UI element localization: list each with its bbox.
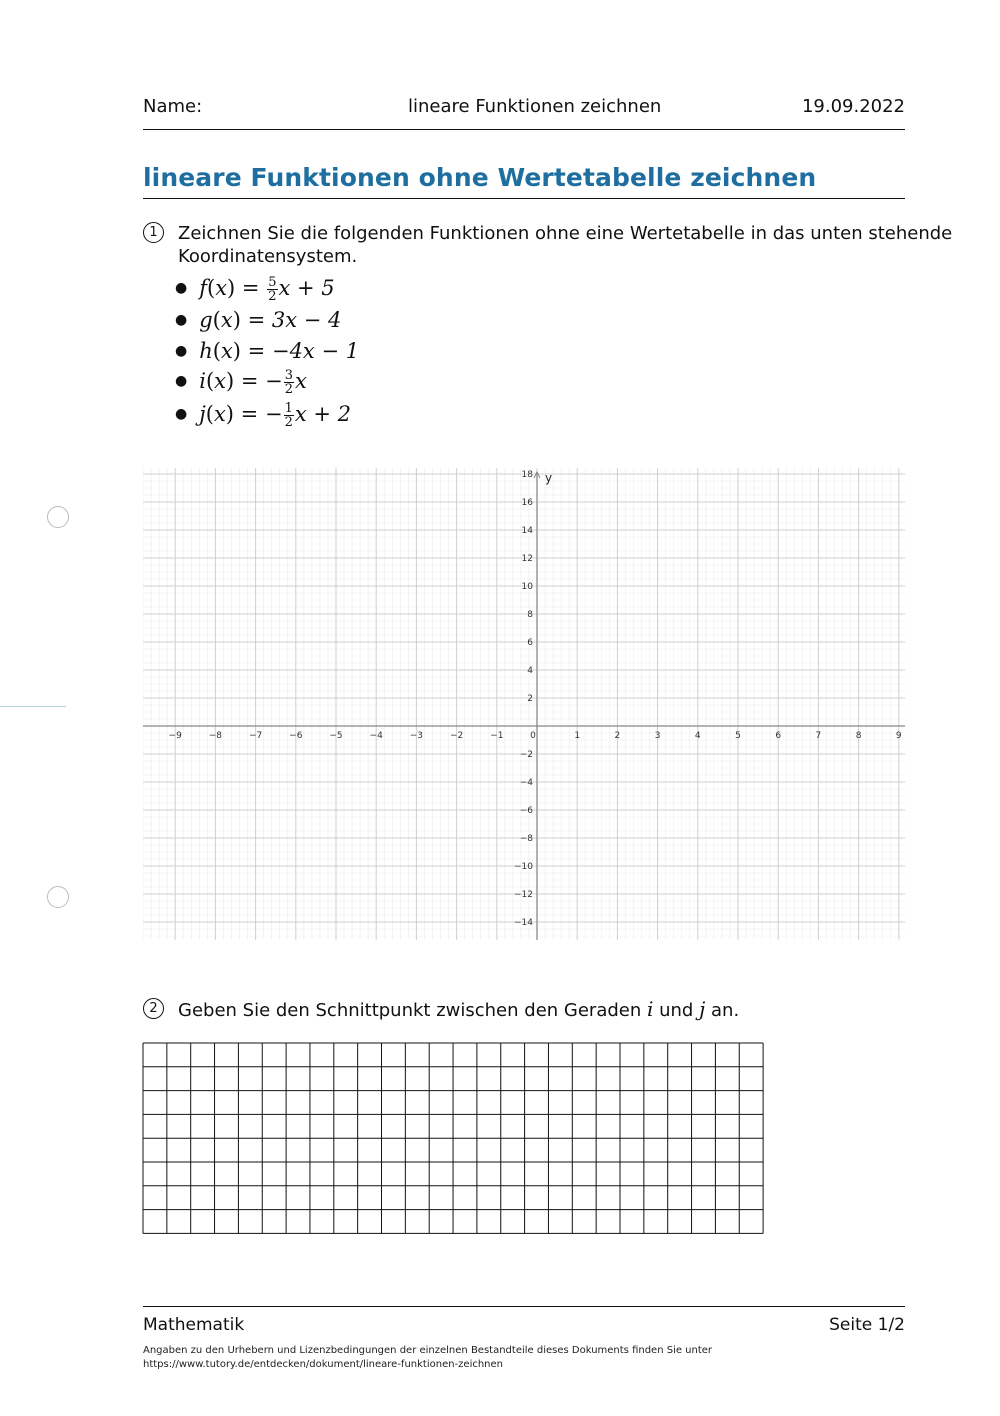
func-arg: x: [220, 308, 233, 332]
y-tick-label: −14: [514, 918, 533, 928]
bullet-icon: ●: [175, 343, 188, 359]
formula-body: −4x − 1: [271, 339, 360, 363]
denominator: 2: [284, 382, 294, 397]
func-arg: x: [213, 402, 226, 426]
func-name: j: [199, 402, 206, 426]
header-date: 19.09.2022: [801, 96, 905, 117]
punch-hole-icon: [47, 506, 69, 528]
y-tick-label: 2: [527, 694, 533, 704]
formula-tail: x + 2: [294, 402, 351, 426]
y-tick-label: −8: [519, 834, 533, 844]
task1-instruction: [178, 222, 952, 268]
equals-sign: =: [247, 339, 266, 363]
y-tick-label: 18: [521, 470, 533, 480]
y-tick-label: −12: [514, 890, 533, 900]
denominator: 2: [284, 415, 293, 430]
fraction: [284, 402, 294, 429]
y-tick-label: −10: [514, 862, 533, 872]
formula-tail: x: [295, 369, 307, 393]
header-rule: [143, 129, 905, 130]
y-tick-label: 4: [527, 666, 533, 676]
x-tick-label: 1: [574, 731, 581, 741]
answer-grid[interactable]: [142, 1042, 764, 1236]
denominator: 2: [268, 289, 277, 304]
equals-sign: =: [240, 369, 259, 393]
task2-text-before: Geben Sie den Schnittpunkt zwischen den Geraden: [178, 1000, 647, 1021]
numerator: 5: [268, 275, 277, 290]
formula-i: ● i(x) = − $\frac{3}{2}$ x: [175, 368, 307, 397]
func-arg: x: [220, 339, 233, 363]
punch-hole-icon: [47, 886, 69, 908]
x-tick-label: 2: [614, 731, 621, 741]
header-title: lineare Funktionen zeichnen: [408, 96, 662, 117]
task-number-1: 1: [143, 222, 164, 243]
fraction: [284, 369, 294, 396]
bullet-icon: ●: [175, 280, 188, 296]
x-tick-label: 0: [530, 731, 536, 741]
numerator: 3: [284, 368, 294, 383]
formula-g: ● g(x) = 3x − 4: [175, 308, 342, 332]
equals-sign: =: [247, 308, 266, 332]
var-j: j: [699, 997, 706, 1021]
minus-sign: −: [265, 369, 283, 393]
formula-j: ● j(x) = − $\frac{1}{2}$ x + 2: [175, 401, 351, 430]
y-tick-label: 12: [521, 554, 533, 564]
x-tick-label: −8: [208, 731, 223, 741]
x-tick-label: −6: [289, 731, 303, 741]
x-tick-label: −2: [449, 731, 464, 741]
y-tick-label: 10: [521, 582, 533, 592]
x-tick-label: 8: [855, 731, 862, 741]
footer-note-link[interactable]: https://www.tutory.de/entdecken/dokument/lineare-funktionen-zeichnen: [143, 1359, 504, 1370]
y-axis-name: y: [545, 471, 553, 485]
func-arg: x: [214, 369, 226, 393]
x-tick-label: −5: [329, 731, 343, 741]
numerator: 1: [284, 401, 293, 416]
x-tick-label: 3: [654, 731, 661, 741]
x-tick-label: −9: [168, 731, 182, 741]
bullet-icon: ●: [175, 312, 188, 328]
x-axis-labels: [169, 731, 902, 741]
formula-h: ● h(x) = −4x − 1: [175, 339, 360, 363]
footer-note: [143, 1344, 712, 1372]
footer-page: Seite 1/2: [829, 1315, 905, 1335]
x-tick-label: 7: [815, 731, 822, 741]
x-tick-label: 5: [735, 731, 741, 741]
x-tick-label: −7: [248, 731, 263, 741]
func-name: h: [199, 339, 213, 363]
formula-tail: x + 5: [278, 276, 335, 300]
equals-sign: =: [240, 402, 259, 426]
task1-line2: Koordinatensystem.: [178, 246, 358, 267]
footer-rule: [143, 1306, 905, 1307]
y-tick-label: 6: [527, 638, 533, 648]
func-name: g: [199, 308, 213, 332]
func-arg: x: [215, 276, 228, 300]
x-tick-label: −4: [369, 731, 383, 741]
x-tick-label: −3: [409, 731, 424, 741]
task1-line1: Zeichnen Sie die folgenden Funktionen ohne eine Wertetabelle in das unten stehende: [178, 223, 953, 244]
func-name: i: [199, 369, 206, 393]
minus-sign: −: [264, 402, 283, 426]
x-tick-label: 4: [694, 731, 701, 741]
task2-instruction: [178, 998, 739, 1022]
y-tick-label: −6: [519, 806, 533, 816]
title-rule: [143, 198, 905, 199]
footer-subject: Mathematik: [143, 1315, 245, 1335]
task-number-2: 2: [143, 998, 164, 1019]
fraction: [267, 276, 277, 303]
x-tick-label: 9: [895, 731, 902, 741]
formula-body: 3x − 4: [271, 308, 342, 332]
coordinate-system: [143, 468, 905, 940]
x-tick-label: 6: [775, 731, 782, 741]
y-tick-label: 14: [521, 526, 533, 536]
y-tick-label: 16: [521, 498, 533, 508]
func-name: f: [199, 276, 207, 300]
fold-mark: [0, 706, 66, 707]
bullet-icon: ●: [175, 373, 188, 389]
var-i: i: [646, 997, 654, 1021]
y-tick-label: −4: [519, 778, 533, 788]
page-title: lineare Funktionen ohne Wertetabelle zeichnen: [143, 163, 817, 192]
y-tick-label: 8: [527, 610, 533, 620]
equals-sign: =: [241, 276, 260, 300]
bullet-icon: ●: [175, 406, 188, 422]
name-label: Name:: [143, 96, 203, 117]
footer-note-line1: Angaben zu den Urhebern und Lizenzbedingungen der einzelnen Bestandteile dieses Dokuments finden Sie unter: [143, 1345, 713, 1356]
formula-f: ● f(x) = $\frac{5}{2}$ x + 5: [175, 275, 335, 304]
task2-text-after: an.: [705, 1000, 740, 1021]
task2-text-middle: und: [653, 1000, 700, 1021]
x-tick-label: −1: [490, 731, 504, 741]
y-tick-label: −2: [519, 750, 533, 760]
